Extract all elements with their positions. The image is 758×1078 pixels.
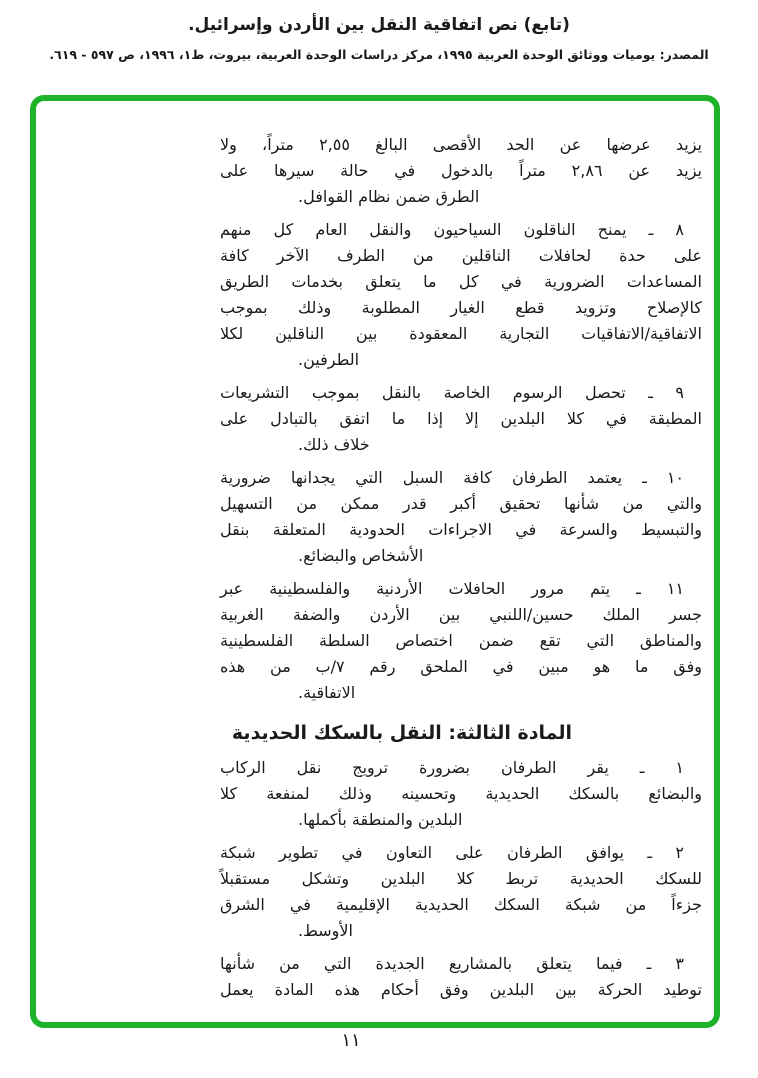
paragraph: [220, 755, 702, 833]
text-line: يزيد عن ٢,٨٦ متراً بالدخول في حالة سيرها على: [220, 161, 703, 180]
text-line: والتبسيط والسرعة في الاجراءات الحدودية المتعلقة بنقل: [220, 520, 702, 539]
text-line: الاتفاقية/الاتفاقيات التجارية المعقودة بين الناقلين لكلا: [220, 324, 702, 343]
text-line: الطرفين.: [298, 350, 360, 369]
paragraph: [220, 840, 702, 944]
paragraph: [220, 132, 702, 210]
text-line: جسر الملك حسين/اللنبي بين الأردن والضفة الغربية: [220, 605, 702, 624]
text-line: ٣ ـ فيما يتعلق بالمشاريع الجديدة التي من شأنها: [220, 954, 684, 973]
text-line: الطرق ضمن نظام القوافل.: [298, 187, 480, 206]
page-number: ١١: [341, 1030, 361, 1051]
text-line: خلاف ذلك.: [298, 435, 370, 454]
text-line: والتي من شأنها تحقيق أكبر قدر ممكن من التسهيل: [220, 494, 702, 513]
text-line: والمناطق التي تقع ضمن اختصاص السلطة الفلسطينية: [220, 631, 702, 650]
section-heading: المادة الثالثة: النقل بالسكك الحديدية: [231, 722, 572, 744]
paragraph: [220, 951, 702, 1003]
text-line: ١٠ ـ يعتمد الطرفان كافة السبل التي يجدانها ضرورية: [220, 468, 684, 487]
paragraph: [220, 576, 702, 706]
document-title: (تابع) نص اتفاقية النقل بين الأردن وإسرائيل.: [188, 15, 570, 35]
text-line: للسكك الحديدية تربط كلا البلدين وتشكل مستقبلاً: [220, 869, 702, 888]
text-line: الاتفاقية.: [298, 683, 356, 702]
paragraph: [220, 217, 702, 373]
text-line: المطبقة في كلا البلدين إلا إذا ما اتفق بالتبادل على: [220, 409, 702, 428]
text-line: المساعدات الضرورية في كل ما يتعلق بخدمات الطريق: [220, 272, 702, 291]
text-line: وفق ما هو مبين في الملحق رقم ٧/ب من هذه: [220, 657, 703, 676]
text-line: يزيد عرضها عن الحد الأقصى البالغ ٢,٥٥ متراً، ولا: [220, 135, 702, 154]
text-line: ٩ ـ تحصل الرسوم الخاصة بالنقل بموجب التشريعات: [220, 383, 684, 402]
text-line: كالإصلاح وتزويد قطع الغيار المطلوبة وذلك بموجب: [220, 298, 702, 317]
text-line: ٢ ـ يوافق الطرفان على التعاون في تطوير شبكة: [220, 843, 684, 862]
paragraph: [220, 380, 702, 458]
text-line: جزءاً من شبكة السكك الحديدية الإقليمية في الشرق: [220, 895, 702, 914]
text-line: ٨ ـ يمنح الناقلون السياحيون والنقل العام كل منهم: [220, 220, 684, 239]
text-line: على حدة لحافلات الناقلين من الطرف الآخر كافة: [220, 246, 702, 265]
text-line: ١١ ـ يتم مرور الحافلات الأردنية والفلسطينية عبر: [220, 579, 684, 598]
text-column: [220, 132, 702, 1003]
document-source-citation: المصدر: يوميات ووثائق الوحدة العربية ١٩٩٥، مركز دراسات الوحدة العربية، بيروت، ط١، ١٩٩٦، ص ٥٩٧ - ٦١٩.: [49, 47, 709, 62]
text-line: البلدين والمنطقة بأكملها.: [298, 810, 463, 829]
text-line: والبضائع بالسكك الحديدية وتحسينه وذلك لمنفعة كلا: [220, 784, 702, 803]
paragraph: [220, 465, 702, 569]
text-line: ١ ـ يقر الطرفان بضرورة ترويج نقل الركاب: [220, 758, 684, 777]
text-line: الأوسط.: [298, 921, 353, 940]
text-line: توطيد الحركة بين البلدين وفق أحكام هذه المادة يعمل: [220, 980, 702, 999]
text-line: الأشخاص والبضائع.: [298, 546, 424, 565]
